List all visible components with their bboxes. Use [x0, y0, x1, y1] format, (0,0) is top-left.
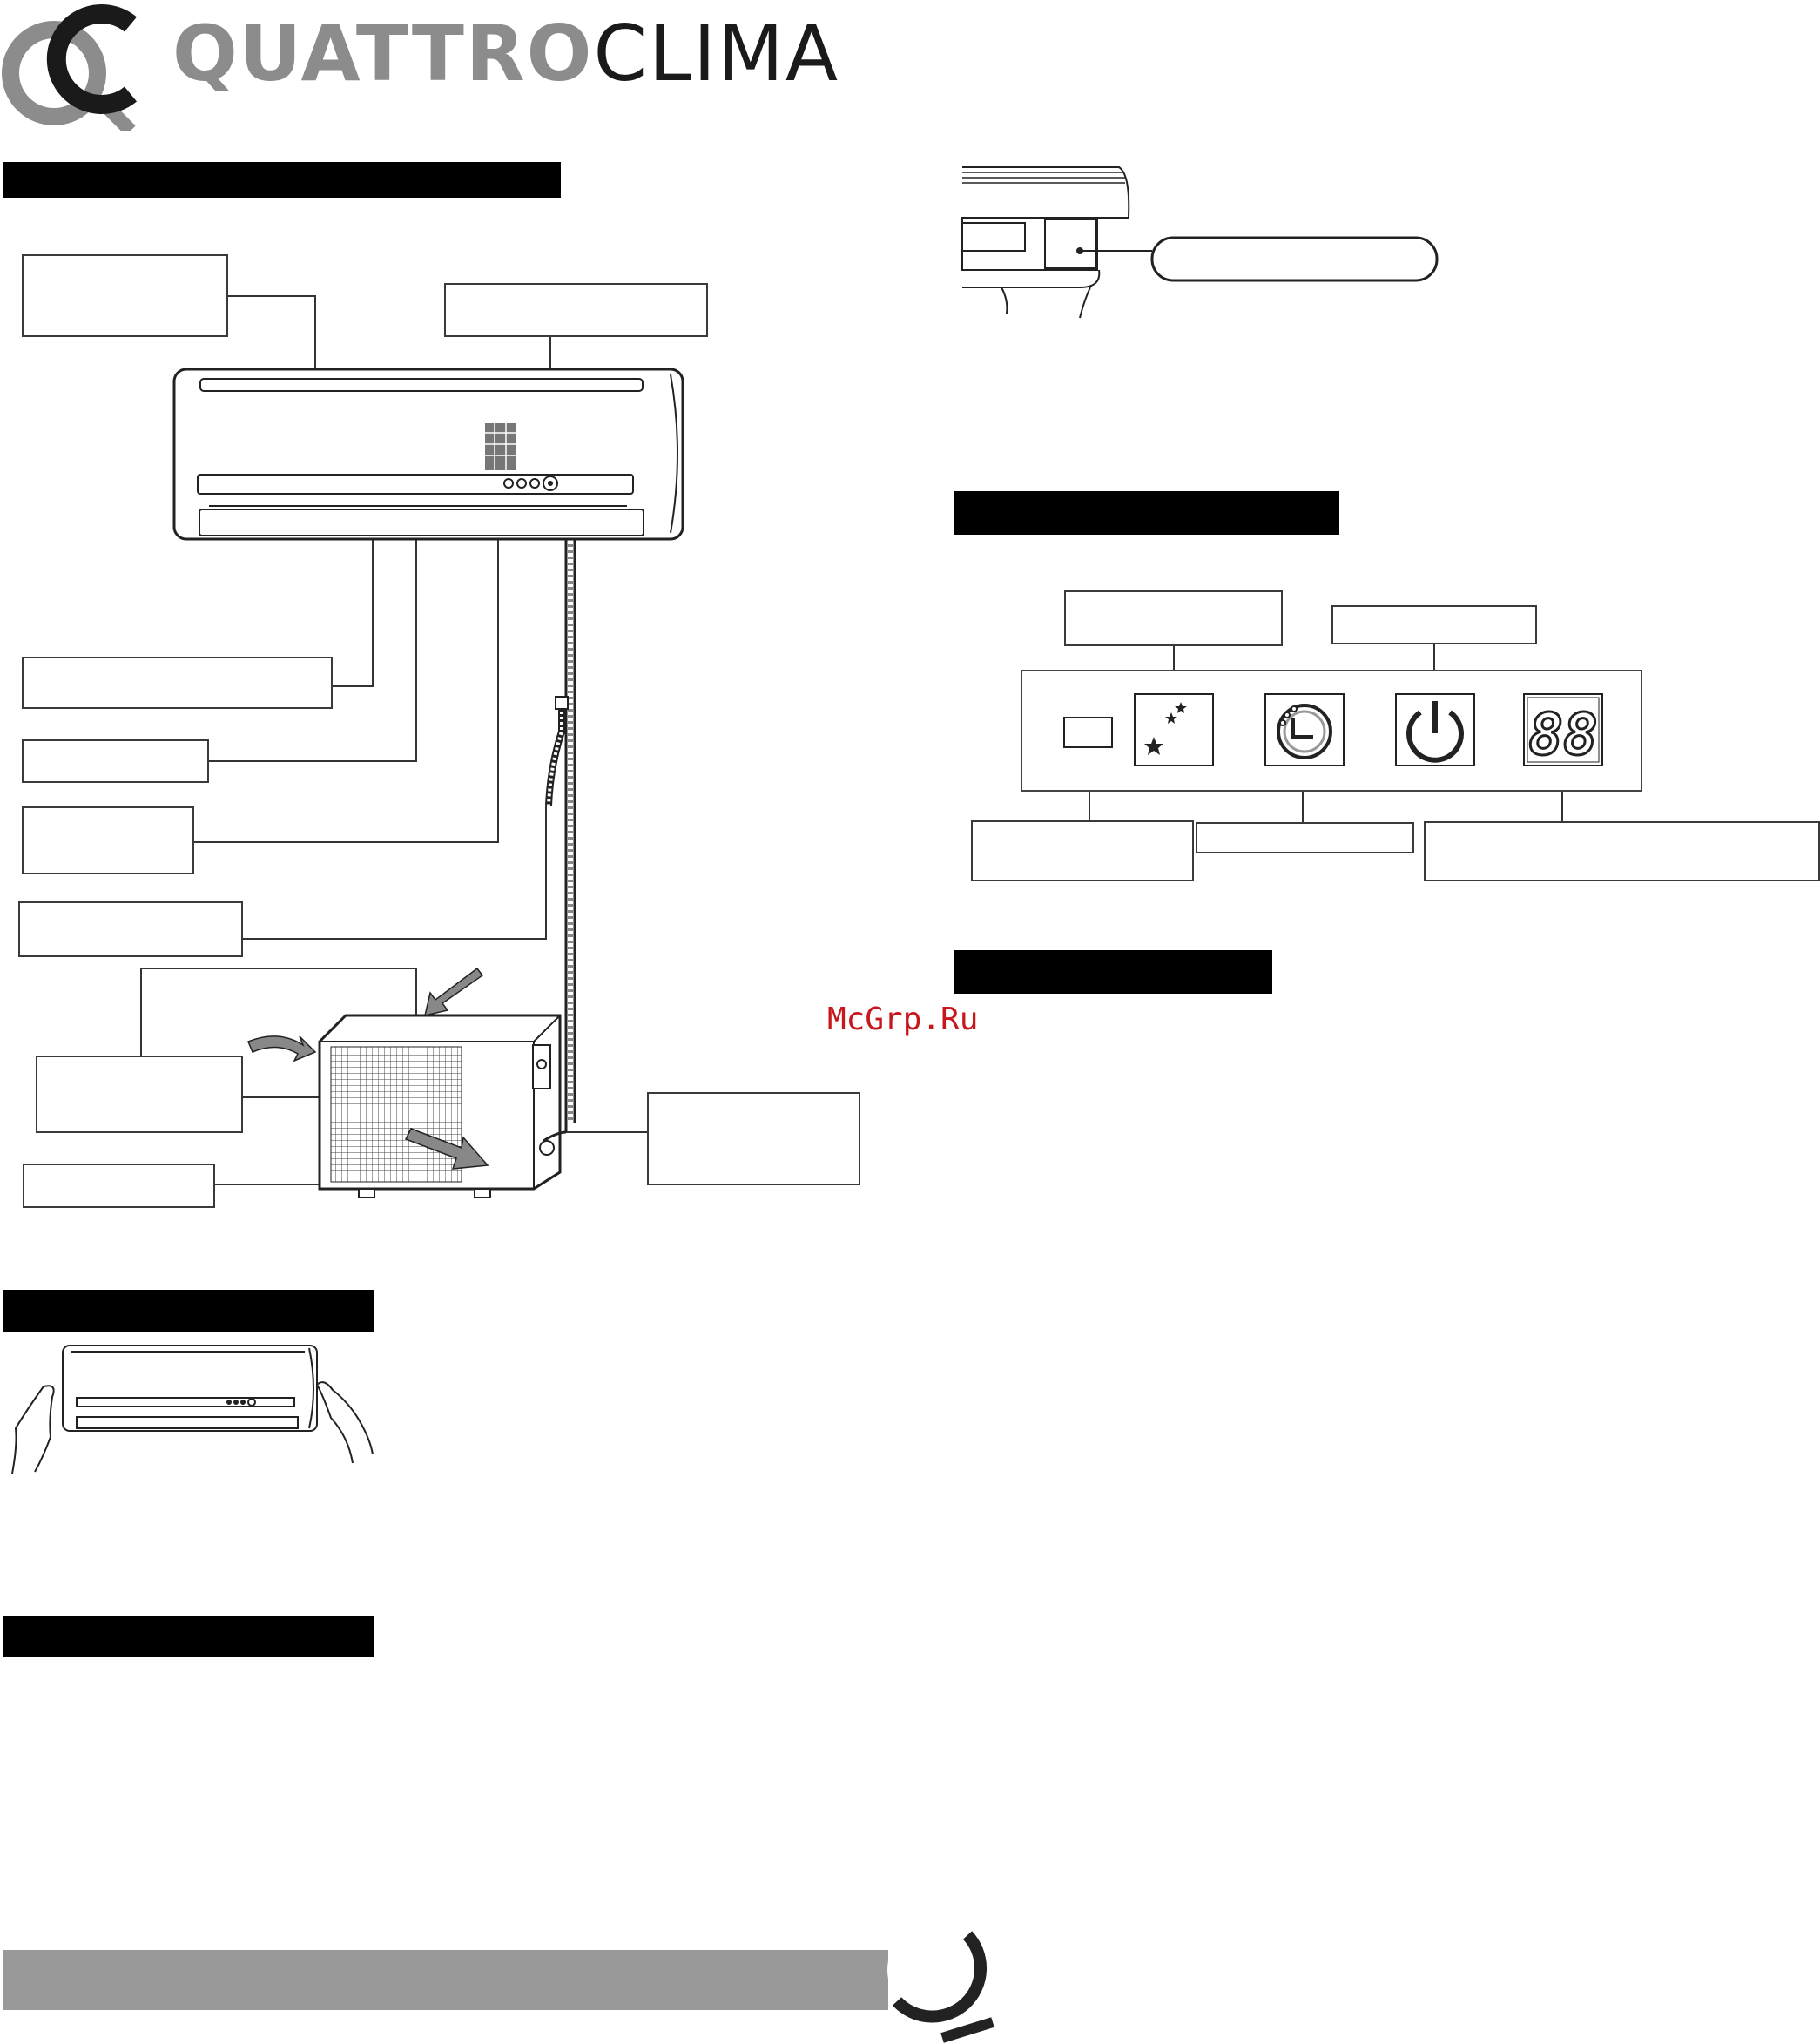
power-icon	[1396, 694, 1474, 766]
section-bar-unit-parts	[3, 162, 561, 198]
section-bar-operation	[3, 1616, 374, 1657]
section-bar-notes	[954, 950, 1272, 994]
watermark: McGrp.Ru	[827, 1002, 979, 1037]
air-conditioner-diagram	[0, 244, 871, 1219]
section-bar-handling	[3, 1290, 374, 1332]
label-box-sleep	[1064, 590, 1283, 646]
moon-stars-icon	[1135, 694, 1213, 766]
brand-name-part1: QUATTRO	[172, 9, 594, 98]
display-digits: 88	[1528, 701, 1598, 768]
section-bar-control-panel	[954, 491, 1339, 535]
brand-name-part2: CLIMA	[593, 9, 840, 98]
label-box-power	[1331, 605, 1537, 644]
label-box-temperature-display	[1424, 821, 1820, 881]
brand-wordmark	[172, 9, 840, 98]
seven-segment-display-icon	[1524, 694, 1602, 768]
logo-qc-icon	[0, 0, 152, 131]
label-box-receiver	[971, 820, 1194, 881]
footer-bar	[3, 1950, 888, 2010]
control-panel-drawing	[1010, 644, 1655, 827]
footer-swirl-icon	[866, 1916, 1006, 2044]
timer-clock-icon	[1265, 694, 1344, 766]
hands-holding-unit-drawing	[0, 1332, 383, 1481]
receiver-detail-drawing	[954, 161, 1454, 327]
